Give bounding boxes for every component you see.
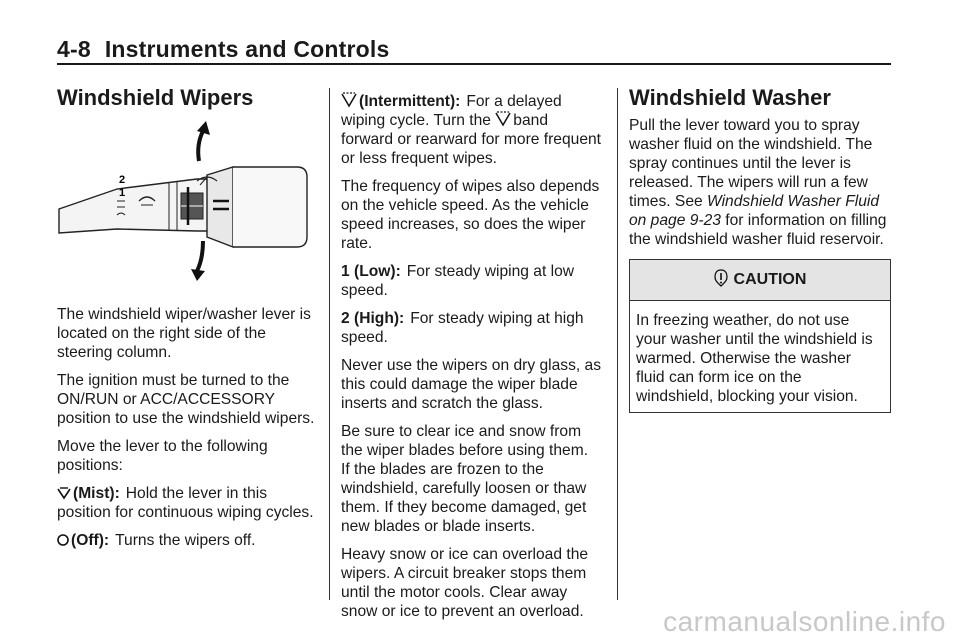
intermittent-term: (Intermittent): [359, 93, 461, 110]
caution-box [629, 259, 891, 413]
page-number: 4-8 [57, 36, 91, 62]
wipers-para-1: The windshield wiper/washer lever is located on the right side of the steering column. [57, 306, 311, 361]
high-item [341, 309, 601, 347]
lever-label-1: 1 [119, 187, 126, 199]
intermittent-text-2: band forward or rearward for more frequent or less frequent wipes. [341, 112, 601, 167]
column-divider-2 [617, 88, 618, 600]
page-header [57, 36, 390, 63]
ice-snow-para: Be sure to clear ice and snow from the wiper blades before using them. If the blades are frozen to the windshield, carefully loosen or thaw them. If they become damaged, get new blades or blade inserts. [341, 423, 589, 535]
wiper-off-icon [57, 533, 69, 547]
low-text: For steady wiping at low speed. [341, 263, 575, 299]
column-wipers-continued [341, 92, 601, 630]
caution-text: In freezing weather, do not use your washer until the windshield is warmed. Otherwise the washer fluid can form ice on the windshield, blocking your vision. [636, 312, 873, 405]
column-washer [629, 85, 891, 413]
washer-heading: Windshield Washer [629, 85, 831, 110]
intermittent-text-1: For a delayed wiping cycle. Turn the [341, 93, 562, 129]
washer-text-after: for information on filling the windshield washer fluid reservoir. [629, 212, 887, 248]
mist-item [57, 484, 319, 522]
washer-para [629, 116, 891, 249]
high-text: For steady wiping at high speed. [341, 310, 584, 346]
wiper-intermittent-icon [341, 92, 357, 108]
washer-fluid-reference-link[interactable]: Windshield Washer Fluid on page 9-23 [629, 193, 880, 229]
low-item [341, 262, 601, 300]
off-text: Turns the wipers off. [115, 532, 256, 549]
dry-glass-para: Never use the wipers on dry glass, as this could damage the wiper blade inserts and scratch the glass. [341, 357, 602, 412]
off-term: (Off): [71, 532, 110, 549]
frequency-para: The frequency of wipes also depends on the vehicle speed. As the vehicle speed increases, so does the wiper rate. [341, 178, 600, 252]
mist-text: Hold the lever in this position for continuous wiping cycles. [57, 485, 314, 521]
mist-term: (Mist): [73, 485, 120, 502]
wipers-para-3: Move the lever to the following positions: [57, 438, 268, 474]
caution-icon [714, 269, 728, 292]
high-term: 2 (High): [341, 310, 405, 327]
washer-text-before: Pull the lever toward you to spray washer fluid on the windshield. The spray continues until the lever is released. The wipers will run a few times. See [629, 117, 873, 210]
intermittent-band-icon [495, 111, 511, 127]
header-rule [57, 63, 891, 65]
section-title: Instruments and Controls [104, 36, 390, 62]
caution-title: CAUTION [733, 271, 807, 288]
wiper-lever-illustration [57, 121, 319, 281]
intermittent-item [341, 92, 601, 168]
wipers-para-2: The ignition must be turned to the ON/RUN or ACC/ACCESSORY position to use the windshield wipers. [57, 372, 315, 427]
watermark: carmanualsonline.info [663, 606, 946, 637]
low-term: 1 (Low): [341, 263, 401, 280]
column-divider-1 [329, 88, 330, 600]
off-item [57, 531, 319, 550]
wipers-heading: Windshield Wipers [57, 85, 254, 110]
wiper-mist-icon [57, 486, 71, 500]
column-wipers [57, 85, 319, 559]
caution-header [630, 260, 890, 301]
overload-para: Heavy snow or ice can overload the wipers. A circuit breaker stops them until the motor cools. Clear away snow or ice to prevent an overload. [341, 546, 589, 620]
lever-label-2: 2 [119, 174, 126, 186]
